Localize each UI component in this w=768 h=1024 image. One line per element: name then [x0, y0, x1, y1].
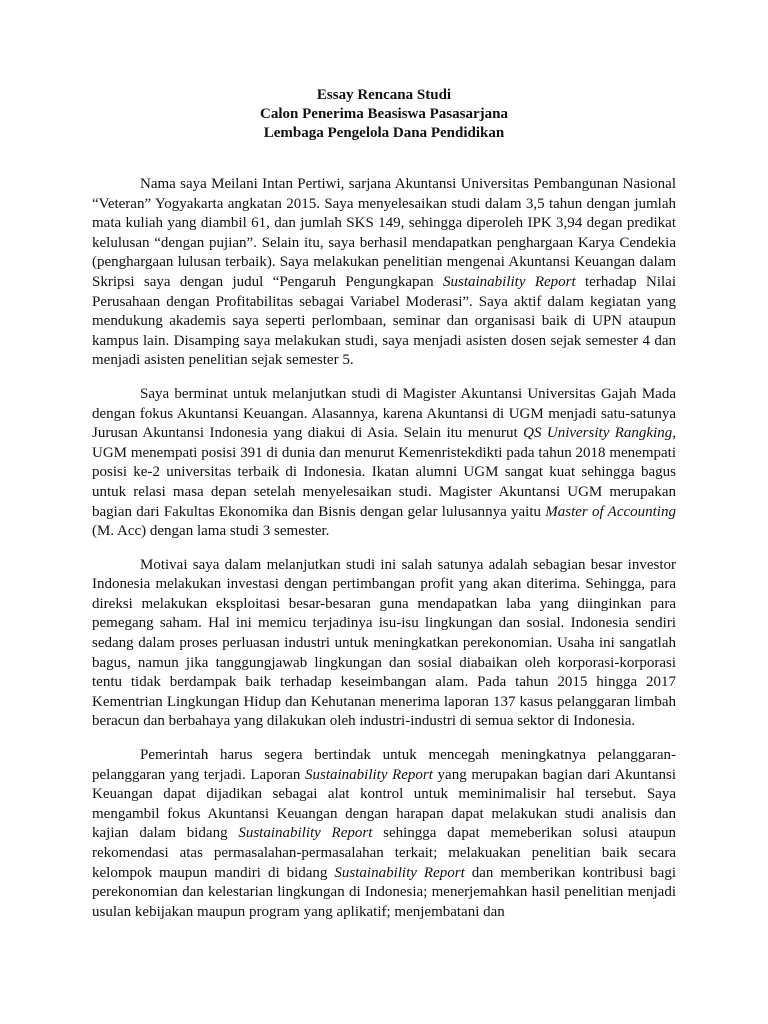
text-segment-italic: Sustainability Report [304, 766, 433, 783]
paragraph-focus [92, 746, 676, 922]
text-segment-italic: Master of Accounting [545, 503, 676, 520]
text-segment-italic: QS University Rangking [523, 425, 673, 442]
text-segment: Nama saya Meilani Intan Pertiwi, sarjana Akuntansi Universitas Pembangunan Nasional “Veteran” Yogyakarta angkatan 2015. Saya menyelesaikan studi dalam 3,5 tahun dengan jumlah mata kuliah yang diambil 61, dan jumlah SKS 149, sehingga diperoleh IPK 3,94 degan predikat kelulusan “dengan pujian”. Selain itu, saya berhasil mendapatkan penghargaan Karya Cendekia (penghargaan lulusan terbaik). Saya melakukan penelitian mengenai Akuntansi Keuangan dalam Skripsi saya dengan judul “Pengaruh Pengungkapan [92, 176, 676, 290]
text-segment: sehingga dapat memeberikan solusi ataupun rekomendasi atas permasalahan-permasalahan terkait; melakuakan penelitian baik secara kelompok maupun mandiri di bidang [92, 825, 676, 881]
paragraph-introduction [92, 175, 676, 371]
text-segment: yang merupakan bagian dari Akuntansi Keuangan dapat dijadikan sebagai alat kontrol untuk meminimalisir hal tersebut. Saya mengambil fokus Akuntansi Keuangan dengan harapan dapat melakukan studi analisis dan kajian dalam bidang [92, 766, 676, 842]
document-body [92, 175, 676, 922]
text-segment: terhadap Nilai Perusahaan dengan Profitabilitas sebagai Variabel Moderasi”. Saya aktif dalam kegiatan yang mendukung akademis saya seperti perlombaan, seminar dan organisasi baik di UPN ataupun kampus lain. Disamping saya melakukan studi, saya menjadi asisten dosen sejak semester 4 dan menjadi asisten penelitian sejak semester 5. [92, 273, 676, 369]
document-page [92, 86, 676, 922]
text-segment: (M. Acc) dengan lama studi 3 semester. [92, 523, 330, 540]
text-segment: dan memberikan kontribusi bagi perekonomian dan kelestarian lingkungan di Indonesia; menerjemahkan hasil penelitian menjadi usulan kebijakan maupun program yang aplikatif; menjembatani dan [92, 864, 677, 920]
paragraph-motivation [92, 556, 676, 732]
document-title: Essay Rencana Studi [316, 87, 452, 103]
text-segment: Motivai saya dalam melanjutkan studi ini salah satunya adalah sebagian besar investor Indonesia melakukan investasi dengan pertimbangan profit yang akan diterima. Sehingga, para direksi melakukan eksploitasi besar-besaran guna mendapatkan laba yang diinginkan para pemegang saham. Hal ini memicu terjadinya isu-isu lingkungan dan sosial. Indonesia sendiri sedang dalam proses perluasan industri untuk meningkatkan perekonomian. Usaha ini sangatlah bagus, namun jika tanggungjawab lingkungan dan sosial diabaikan oleh korporasi-korporasi tentu tidak berdampak baik terhadap keseimbangan alam. Pada tahun 2015 hingga 2017 Kementrian Lingkungan Hidup dan Kehutanan menerima laporan 137 kasus pelanggaran limbah beracun dan berbahaya yang dilakukan oleh industri-industri di semua sektor di Indonesia. [92, 556, 676, 730]
text-segment: Saya berminat untuk melanjutkan studi di Magister Akuntansi Universitas Gajah Mada dengan fokus Akuntansi Keuangan. Alasannya, karena Akuntansi di UGM menjadi satu-satunya Jurusan Akuntansi Indonesia yang diakui di Asia. Selain itu menurut [92, 385, 676, 442]
text-segment-italic: Sustainability Report [443, 273, 576, 290]
document-subtitle: Calon Penerima Beasiswa Pasasarjana [260, 106, 508, 122]
text-segment-italic: Sustainability Report [334, 864, 465, 881]
text-segment: , UGM menempati posisi 391 di dunia dan menurut Kemenristekdikti pada tahun 2018 menempati posisi ke-2 universitas terbaik di Indonesia. Ikatan alumni UGM sangat kuat sehingga bagus untuk relasi masa depan setelah menyelesaikan studi. Magister Akuntansi UGM merupakan bagian dari Fakultas Ekonomika dan Bisnis dengan gelar lulusannya yaitu [92, 425, 676, 520]
document-institution: Lembaga Pengelola Dana Pendidikan [263, 125, 505, 141]
text-segment-italic: Sustainability Report [238, 825, 373, 842]
text-segment: Pemerintah harus segera bertindak untuk mencegah meningkatnya pelanggaran-pelanggaran yang terjadi. Laporan [92, 747, 676, 783]
paragraph-study-choice [92, 385, 676, 542]
document-title-block [92, 86, 676, 143]
